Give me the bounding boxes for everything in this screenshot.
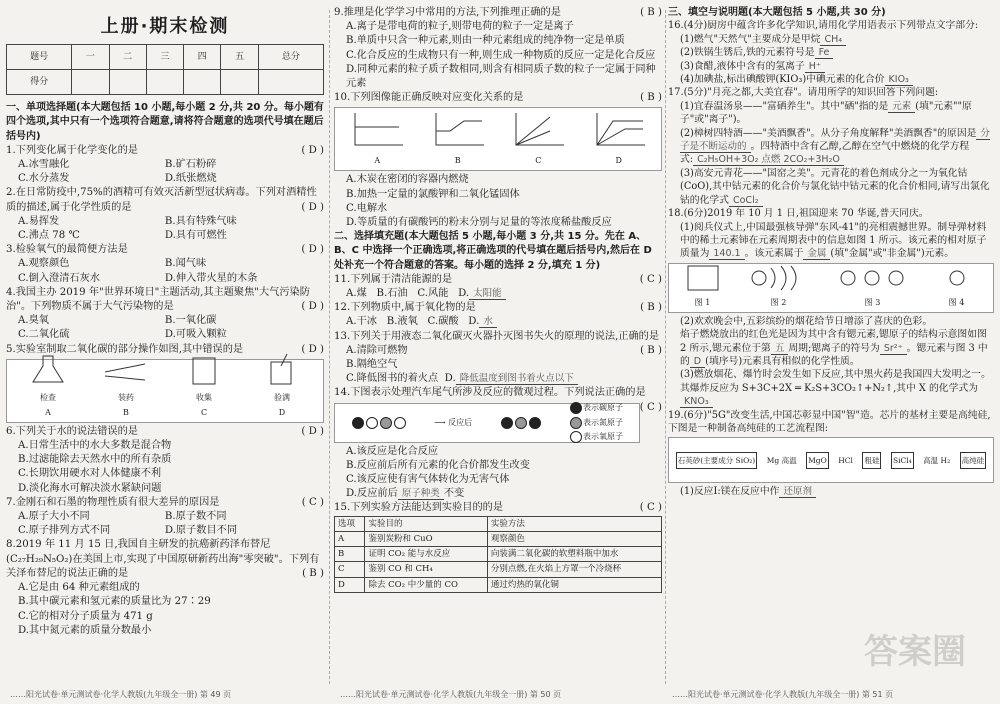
arrow-label: 反应后 [448, 417, 473, 427]
score-header: 一 [72, 45, 109, 70]
column-divider [665, 10, 666, 684]
sub-question: (2)樟树四特酒——"美酒飘香"。从分子角度解释"美酒飘香"的原因是 分子是不断运动的 。四特酒中含有乙醇,乙醇在空气中燃烧的化学方程式: C₂H₅OH+3O₂ 点燃 2CO₂+3H₂O [680, 127, 990, 166]
answer-fill: CH₄ [820, 34, 846, 46]
bottle-splint-icon [257, 352, 307, 386]
legend-item: 表示氧原子 [569, 430, 623, 444]
table-row: A 鉴别炭粉和 CuO 观察颜色 [335, 531, 662, 546]
element-cell-icon [686, 264, 720, 292]
option: D.反应前后 [346, 488, 398, 500]
question-6 [6, 425, 324, 439]
option: C.碳酸 [427, 316, 459, 328]
table-header-row [335, 516, 662, 531]
column-2 [334, 6, 662, 593]
answer-fill: KIO₃ [885, 74, 913, 86]
score-cell[interactable] [258, 70, 323, 95]
question-9 [334, 6, 662, 20]
graph-icon [591, 111, 647, 149]
table-row: B 证明 CO₂ 能与水反应 向装满二氧化碳的软塑料瓶中加水 [335, 547, 662, 562]
sub-question: (1)宜春温汤泉——"富硒养生"。其中"硒"指的是 元素 (填"元素""原子"或"离子")。 [680, 100, 972, 126]
atom-diagram: 图 3 [838, 264, 908, 310]
option: C.化合反应的生成物只有一种,则生成一种物质的反应一定是化合反应 [346, 49, 656, 61]
question-18: 18.(6分)2019 年 10 月 1 日,祖国迎来 70 华诞,普天同庆。 [668, 208, 929, 220]
option: A.干冰 [346, 316, 377, 328]
figure-letter: D [615, 156, 622, 166]
option: B.反应前后所有元素的化合价都发生改变 [346, 459, 530, 471]
graph-d [591, 111, 647, 168]
apparatus-figure [6, 359, 324, 423]
legend [569, 401, 623, 444]
options [6, 158, 324, 186]
graph-icon [430, 111, 486, 149]
answer: ( C ) [639, 273, 662, 285]
sub-question: 其爆炸反应为 S+3C+2X ═ K₂S+3CO₂↑+N₂↑,其中 X 的化学式为KNO₃ [680, 382, 978, 408]
option: A.该反应是化合反应 [346, 445, 439, 457]
answer: ( D ) [301, 343, 324, 355]
score-header: 二 [109, 45, 146, 70]
options [334, 344, 662, 372]
question-4 [6, 286, 324, 314]
option: C.降低图书的着火点 [346, 373, 439, 385]
score-row [7, 70, 324, 95]
table-header: 选项 [335, 516, 365, 531]
answer: ( D ) [301, 301, 324, 313]
option: A.冰雪融化 [18, 159, 70, 171]
legend-item: 表示氮原子 [569, 416, 623, 430]
question-stem: 10.下列图像能正确反映对应变化关系的是 [334, 92, 524, 104]
section-2-heading: 二、选择填充题(本大题包括 5 小题,每小题 3 分,共 15 分。先在 A、B、C 中选择一个正确选项,将正确选项的代号填在题后括号内,然后在 D 处补充一个符合题意的答案。每小题的选择 2 分,填充 1 分) [334, 231, 652, 271]
question-stem: 9.推理是化学学习中常用的方法,下列推理正确的是 [334, 7, 561, 18]
score-header: 四 [184, 45, 221, 70]
option: D.具有可燃性 [164, 230, 227, 242]
flask-icon [23, 352, 73, 386]
answer-fill: CoCl₂ [729, 195, 763, 207]
option: B.矿石粉碎 [164, 159, 217, 171]
option: A.它是由 64 种元素组成的 [18, 582, 140, 594]
table-header: 实验目的 [365, 516, 487, 531]
figure-letter: A [45, 407, 51, 417]
micro-reaction-figure [334, 403, 640, 443]
question-stem: 14.下图表示处理汽车尾气所涉及反应的微观过程。下列说法正确的是 [334, 387, 646, 399]
question-3 [6, 243, 324, 257]
test-tube-icon [101, 352, 151, 386]
score-row-label: 得分 [7, 70, 72, 95]
sub-question: (2)铁锅生锈后,铁的元素符号是 Fe [668, 46, 994, 59]
flow-node: 石英砂(主要成分 SiO₂) [676, 452, 757, 469]
sub-question: 焰子燃烧放出的红色光是因为其中含有锶元素,锶原子的结构示意图如图 2 所示,锶元素位于第 五 周期;锶离子的符号为 Sr²⁺ 。锶元素与图 3 中的 D (填序号)元素具有相似的化学性质。 [680, 329, 988, 367]
options [334, 315, 662, 329]
score-header: 三 [146, 45, 183, 70]
sub-question: (1)反应Ⅰ:镁在反应中作 还原剂 [668, 485, 994, 498]
score-header-row [7, 45, 324, 70]
answer: ( B ) [640, 92, 662, 104]
option: A.日常生活中的水大多数是混合物 [18, 440, 172, 452]
figure-letter: D [278, 407, 286, 417]
question-1 [6, 144, 324, 158]
option: C.倒入澄清石灰水 [18, 272, 100, 284]
answer-fill: 金属 [803, 248, 830, 260]
answer-fill: 太阳能 [469, 288, 506, 300]
option: B.液氧 [386, 316, 418, 328]
score-header: 五 [221, 45, 258, 70]
question-11 [334, 273, 662, 287]
answer-fill: 元素 [888, 101, 915, 113]
flow-chart [668, 437, 994, 483]
option: C.风能 [417, 288, 449, 300]
reaction-arrow: ⟶ 反应后 [434, 417, 473, 427]
question-17: 17.(5分)"月亮之都,大美宜春"。请用所学的知识回答下列问题: [668, 87, 939, 99]
options [334, 372, 662, 386]
section-3-heading: 三、填空与说明题(本大题包括 5 小题,共 30 分) [668, 7, 886, 18]
answer: ( B ) [640, 302, 662, 314]
sub-question: (3)燃放烟花、爆竹时会发生如下反应,其中黑火药是我国四大发明之一。 [680, 369, 991, 381]
column-3 [668, 6, 994, 499]
atom-structure-icon [937, 264, 977, 292]
option: D. [468, 316, 480, 328]
option: A.观察颜色 [18, 258, 70, 270]
experiment-table [334, 516, 662, 593]
answer: ( C ) [301, 496, 324, 508]
column-divider [329, 10, 330, 684]
question-stem: 8.2019 年 11 月 15 日,我国自主研发的抗癌新药泽布替尼(C₂₇H₂₉N₅O₂)在美国上市,实现了中国原研新药出海"零突破"。下列有关泽布替尼的说法正确的是 [6, 539, 320, 579]
option: A.易挥发 [18, 215, 60, 227]
column-1 [6, 6, 324, 638]
answer-fill: D [690, 356, 705, 368]
option: B.单质中只含一种元素,则由一种元素组成的纯净物一定是单质 [346, 35, 625, 47]
options [6, 510, 324, 538]
page-title: 上册·期末检测 [100, 16, 230, 37]
options [334, 287, 662, 301]
graph-icon [510, 111, 566, 149]
question-stem: 13.下列关于用液态二氧化碳灭火器扑灭图书失火的原理的说法,正确的是 [334, 330, 660, 342]
answer: ( D ) [301, 244, 324, 256]
answer: ( C ) [639, 401, 662, 413]
option: B.原子数不同 [164, 511, 227, 523]
page-footer: ……阳光试卷·单元测试卷·化学人教版(九年级全一册) 第 51 页 [672, 690, 894, 699]
score-header: 题号 [7, 45, 72, 70]
option: A.木炭在密闭的容器内燃烧 [346, 174, 469, 186]
atom-diagram: 图 2 [749, 264, 809, 310]
table-row: C 鉴别 CO 和 CH₄ 分别点燃,在火焰上方罩一个冷烧杯 [335, 562, 662, 577]
apparatus-c [179, 352, 229, 420]
option: C.原子排列方式不同 [18, 525, 111, 537]
figure-label: 收集 [196, 393, 212, 403]
options [6, 257, 324, 285]
answer-fill: 降低温度到图书着火点以下 [456, 373, 578, 385]
option: D.纸张燃烧 [164, 173, 217, 185]
figure-letter: C [200, 407, 208, 417]
option: A.清除可燃物 [346, 344, 408, 356]
figure-letter: A [374, 156, 381, 166]
option: B.具有特殊气味 [164, 215, 237, 227]
watermark-logo: 答案圈 [864, 632, 966, 672]
question-stem: 12.下列物质中,属于氧化物的是 [334, 302, 476, 314]
option-tail: 不变 [443, 488, 465, 500]
sub-question: (1)阅兵仪式上,中国最强核导弹"东风-41"的亮相震撼世界。制导弹材料中的稀土元素铈在元素周期表中的信息如图 1 所示。该元素的相对原子质量为 140.1 。该元素属于 金属 (填"金属"或"非金属")元素。 [680, 221, 987, 260]
option: B.闻气味 [164, 258, 207, 270]
answer-fill: 分子是不断运动的 [680, 127, 990, 153]
flow-node: SiCl₄ [891, 452, 914, 469]
page-footer: ……阳光试卷·单元测试卷·化学人教版(九年级全一册) 第 49 页 [10, 690, 232, 699]
answer: ( B ) [302, 567, 324, 579]
answer: ( D ) [301, 425, 324, 437]
option: A.臭氧 [18, 315, 49, 327]
option: B.过滤能除去天然水中的所有杂质 [18, 454, 172, 466]
figure-label: 检查 [40, 393, 56, 403]
figure-letter: C [535, 156, 542, 166]
score-cell[interactable] [109, 70, 146, 95]
graph-a [349, 111, 405, 168]
option: D.同种元素的粒子质子数相同,则含有相同质子数的粒子一定属于同种元素 [346, 63, 656, 90]
graph-c [510, 111, 566, 168]
graph-figure [334, 107, 662, 171]
sub-question: (4)加碘盐,标出碘酸钾(KIO₃)中碘元素的化合价 KIO₃ [668, 73, 994, 86]
option: A.离子是带电荷的粒子,则带电荷的粒子一定是离子 [346, 21, 574, 33]
periodic-cell: 图 1 [686, 264, 720, 310]
question-stem: 6.下列关于水的说法错误的是 [6, 425, 138, 437]
figure-label: 验满 [274, 393, 290, 403]
sub-question: (1)燃气"天然气"主要成分是甲烷 CH₄ [668, 33, 994, 46]
question-stem: 2.在日常防疫中,75%的酒精可有效灭活新型冠状病毒。下列对酒精性质的描述,属于化学性质的是 [6, 187, 317, 213]
score-header: 总分 [258, 45, 323, 70]
flow-node: MgO [806, 452, 829, 469]
answer: ( B ) [640, 7, 662, 18]
option: B.一氧化碳 [164, 315, 217, 327]
answer-fill: Sr²⁺ [880, 343, 907, 355]
answer: ( D ) [301, 144, 324, 156]
answer-fill: KNO₃ [680, 396, 713, 408]
graph-b [430, 111, 486, 168]
option: B.隔绝空气 [346, 359, 398, 371]
option: C.沸点 78 ℃ [18, 230, 80, 242]
score-table [6, 44, 324, 95]
apparatus-a [23, 352, 73, 420]
question-2 [6, 186, 324, 214]
option: B.加热一定量的氯酸钾和二氧化锰固体 [346, 188, 520, 200]
answer-fill: 140.1 [709, 248, 744, 260]
option: B.其中碳元素和氢元素的质量比为 27∶29 [18, 596, 211, 608]
option: C.该反应使有害气体转化为无害气体 [346, 474, 510, 486]
question-stem: 4.我国主办 2019 年"世界环境日"主题活动,其主题聚焦"大气污染防治"。下列物质不属于大气污染物的是 [6, 286, 310, 313]
options [6, 314, 324, 342]
question-15 [334, 501, 662, 515]
option: C.二氧化硫 [18, 329, 70, 341]
option: D. [444, 373, 456, 385]
options [334, 487, 662, 501]
sub-question: (3)食醋,液体中含有的氢离子 H⁺ [668, 60, 994, 73]
sub-question: (2)欢欢晚会中,五彩缤纷的烟花给节日增添了喜庆的色彩。 [680, 315, 933, 327]
figure-letter: B [123, 407, 129, 417]
option: D.其中氮元素的质量分数最小 [18, 624, 152, 636]
option: C.长期饮用硬水对人体健康不利 [18, 468, 162, 480]
options [6, 215, 324, 243]
option: D.原子数目不同 [164, 525, 238, 537]
score-cell[interactable] [72, 70, 109, 95]
section-1-heading: 一、单项选择题(本大题包括 10 小题,每小题 2 分,共 20 分。每小题有四个选项,其中只有一个选项符合题意,请将符合题意的选项代号填在题后括号内) [6, 102, 324, 142]
legend-item: 表示碳原子 [569, 401, 623, 415]
reactants [351, 416, 407, 430]
question-stem: 11.下列属于清洁能源的是 [334, 273, 453, 285]
question-stem: 1.下列变化属于化学变化的是 [6, 144, 138, 156]
option: D.等质量的有碳酸钙的粉末分别与足量的等浓度稀盐酸反应 [346, 217, 612, 229]
atom-diagram: 图 4 [937, 264, 977, 310]
option: C.它的相对分子质量为 471 g [18, 610, 153, 622]
answer-fill: 五 [771, 343, 789, 355]
products [500, 416, 542, 430]
atom-figure [668, 263, 994, 313]
question-stem: 7.金刚石和石墨的物理性质有很大差异的原因是 [6, 496, 220, 508]
graph-icon [349, 111, 405, 149]
question-16: 16.(4分)厨房中蕴含许多化学知识,请用化学用语表示下列带点文字部分: [668, 20, 979, 32]
option: B.石油 [376, 288, 408, 300]
option: D. [458, 288, 470, 300]
answer-fill: 原子种类 [398, 488, 444, 500]
answer-fill: H⁺ [805, 61, 825, 73]
question-19: 19.(6分)"5G"改变生活,中国芯彰显中国"智"造。芯片的基材主要是高纯硅,下图是一种制备高纯硅的工艺流程图: [668, 409, 991, 434]
question-8 [6, 538, 324, 581]
answer: ( D ) [301, 201, 324, 213]
option: C.水分蒸发 [18, 173, 70, 185]
option: D.伸入带火星的木条 [164, 272, 258, 284]
answer: ( B ) [640, 344, 662, 356]
score-cell[interactable] [146, 70, 183, 95]
flow-arrow: Mg 高温 [766, 455, 797, 465]
question-7 [6, 496, 324, 510]
apparatus-d [257, 352, 307, 420]
score-cell[interactable] [221, 70, 258, 95]
question-stem: 15.下列实验方法能达到实验目的的是 [334, 502, 504, 514]
option: A.煤 [346, 288, 367, 300]
flow-arrow: 高温 H₂ [923, 455, 951, 465]
question-stem: 3.检验氧气的最简便方法是 [6, 244, 128, 256]
question-12 [334, 301, 662, 315]
answer-fill: 还原剂 [779, 486, 816, 498]
option: C.电解水 [346, 202, 388, 214]
flow-node: 高纯硅 [960, 452, 987, 469]
option: D.可吸入颗粒 [164, 329, 227, 341]
answer-fill: C₂H₅OH+3O₂ 点燃 2CO₂+3H₂O [693, 154, 844, 166]
apparatus-b [101, 352, 151, 420]
figure-label: 装药 [118, 393, 134, 403]
flow-node: 粗硅 [862, 452, 881, 469]
answer-fill: 水 [479, 316, 497, 328]
sub-question: (3)高安元青花——"国窑之美"。元青花的着色剂成分之一为氧化钴(CoO),其中钴元素的化合价与氯化钴中钴元素的化合价相同,请写出氯化钴的化学式 CoCl₂ [680, 167, 990, 206]
answer-fill: Fe [815, 47, 834, 59]
figure-letter: B [454, 156, 461, 166]
question-10 [334, 91, 662, 105]
atom-structure-icon [749, 264, 809, 292]
flow-arrow: HCl [838, 455, 853, 465]
answer: ( C ) [639, 502, 662, 514]
atom-structure-icon [838, 264, 908, 292]
table-header: 实验方法 [487, 516, 661, 531]
gas-bottle-icon [179, 352, 229, 386]
score-cell[interactable] [184, 70, 221, 95]
page-footer: ……阳光试卷·单元测试卷·化学人教版(九年级全一册) 第 50 页 [340, 690, 562, 699]
question-stem: 5.实验室制取二氧化碳的部分操作如图,其中错误的是 [6, 343, 244, 355]
table-row: D 除去 CO₂ 中少量的 CO 通过灼热的氧化铜 [335, 577, 662, 592]
option: D.淡化海水可解决淡水紧缺问题 [18, 482, 162, 494]
option: A.原子大小不同 [18, 511, 90, 523]
